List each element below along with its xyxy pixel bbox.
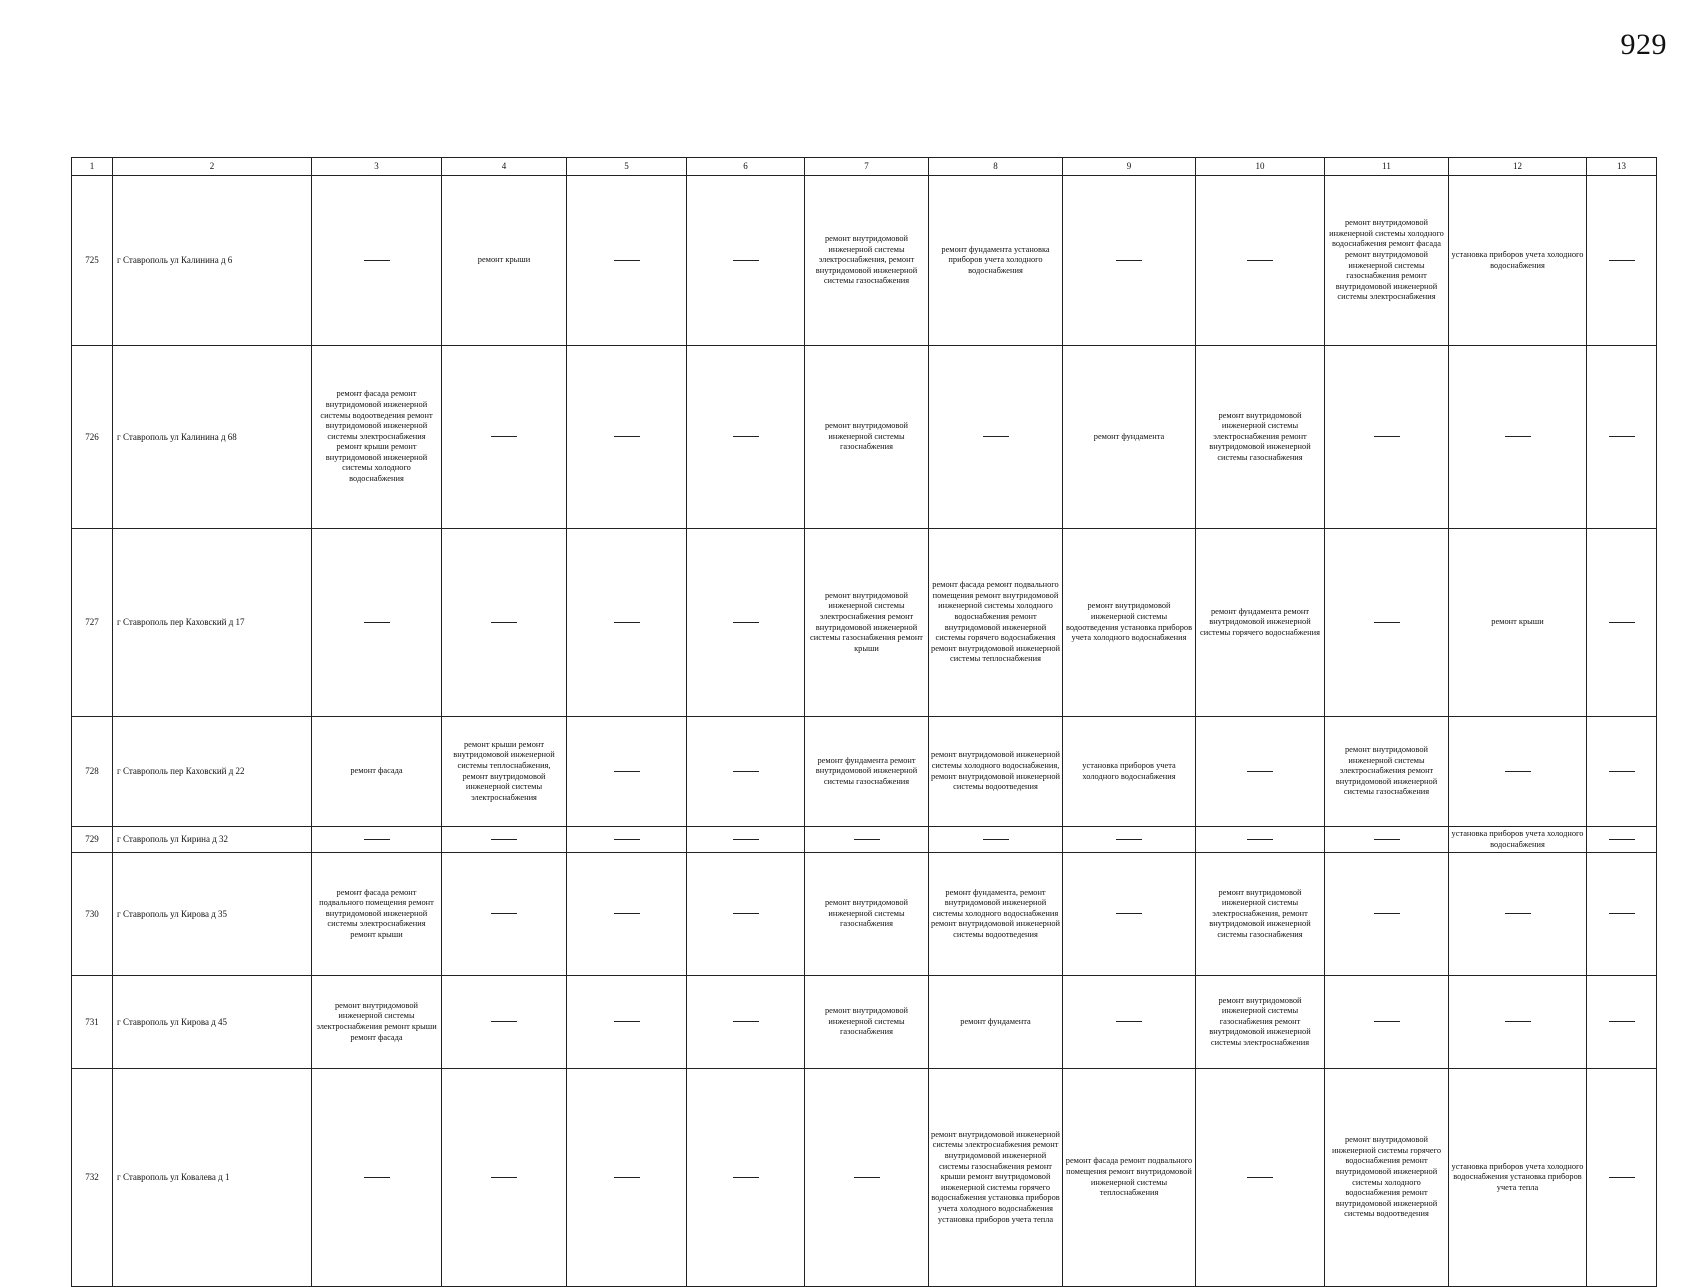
empty-cell-dash: [929, 827, 1063, 853]
work-type-cell: [1325, 176, 1449, 346]
empty-cell-dash: [805, 1069, 929, 1287]
dash-mark: [614, 436, 640, 437]
empty-cell-dash: [442, 853, 567, 976]
empty-cell-dash: [312, 176, 442, 346]
empty-cell-dash: [442, 827, 567, 853]
work-type-cell: [929, 176, 1063, 346]
dash-mark: [364, 839, 390, 840]
work-type-text: ремонт внутридомовой инженерной системы электроснабжения ремонт внутридомовой инженерной системы газоснабжения: [1335, 745, 1438, 797]
work-type-cell: [1449, 827, 1587, 853]
work-type-cell: [929, 717, 1063, 827]
dash-mark: [1247, 771, 1273, 772]
work-type-cell: [805, 529, 929, 717]
page-number: 929: [1620, 28, 1667, 61]
row-address: г Ставрополь ул Калинина д 6: [113, 176, 312, 346]
dash-mark: [1116, 839, 1142, 840]
work-type-text: установка приборов учета холодного водоснабжения: [1451, 249, 1584, 270]
work-type-cell: [1196, 853, 1325, 976]
work-type-text: ремонт внутридомовой инженерной системы газоснабжения: [824, 898, 909, 929]
empty-cell-dash: [442, 529, 567, 717]
empty-cell-dash: [1196, 827, 1325, 853]
empty-cell-dash: [687, 529, 805, 717]
dash-mark: [1609, 622, 1635, 623]
row-address: г Ставрополь пер Каховский д 17: [113, 529, 312, 717]
work-type-cell: [805, 176, 929, 346]
empty-cell-dash: [312, 827, 442, 853]
work-type-cell: [442, 717, 567, 827]
work-type-cell: [1063, 717, 1196, 827]
column-header-7: 7: [805, 158, 929, 176]
work-type-text: установка приборов учета холодного водоснабжения: [1451, 828, 1584, 849]
work-type-text: ремонт крыши ремонт внутридомовой инженерной системы теплоснабжения, ремонт внутридомовой инженерной системы электроснабжения: [453, 739, 555, 802]
empty-cell-dash: [567, 529, 687, 717]
dash-mark: [1374, 1021, 1400, 1022]
work-type-cell: [1196, 529, 1325, 717]
table-row: [72, 529, 1657, 717]
table-row: [72, 853, 1657, 976]
empty-cell-dash: [567, 1069, 687, 1287]
empty-cell-dash: [1587, 346, 1657, 529]
column-header-3: 3: [312, 158, 442, 176]
dash-mark: [983, 436, 1009, 437]
table-row: [72, 717, 1657, 827]
column-header-6: 6: [687, 158, 805, 176]
work-type-text: ремонт внутридомовой инженерной системы электроснабжения ремонт внутридомовой инженерной системы газоснабжения ремонт крыши ремонт внутридомовой инженерной системы горячего водоснабжения установка приборов учета холодного водоснабжения установка приборов учета тепла: [931, 1129, 1061, 1224]
dash-mark: [614, 622, 640, 623]
empty-cell-dash: [1325, 853, 1449, 976]
column-header-2: 2: [113, 158, 312, 176]
dash-mark: [733, 913, 759, 914]
column-header-4: 4: [442, 158, 567, 176]
work-type-cell: [929, 853, 1063, 976]
empty-cell-dash: [1587, 529, 1657, 717]
dash-mark: [1609, 1021, 1635, 1022]
dash-mark: [614, 913, 640, 914]
empty-cell-dash: [442, 1069, 567, 1287]
dash-mark: [491, 622, 517, 623]
empty-cell-dash: [1196, 176, 1325, 346]
empty-cell-dash: [1587, 176, 1657, 346]
work-type-text: ремонт фасада ремонт подвального помещения ремонт внутридомовой инженерной системы электроснабжения ремонт крыши: [319, 887, 434, 939]
dash-mark: [733, 260, 759, 261]
dash-mark: [1609, 839, 1635, 840]
work-type-text: ремонт внутридомовой инженерной системы электроснабжения ремонт крыши ремонт фасада: [316, 1000, 437, 1042]
work-type-text: установка приборов учета холодного водоснабжения установка приборов учета тепла: [1451, 1161, 1584, 1192]
empty-cell-dash: [1063, 976, 1196, 1069]
dash-mark: [364, 260, 390, 261]
empty-cell-dash: [1325, 976, 1449, 1069]
dash-mark: [614, 771, 640, 772]
empty-cell-dash: [1587, 717, 1657, 827]
dash-mark: [364, 1177, 390, 1178]
row-number: 728: [72, 717, 113, 827]
dash-mark: [491, 1177, 517, 1178]
empty-cell-dash: [442, 976, 567, 1069]
work-type-text: ремонт крыши: [1491, 617, 1544, 627]
empty-cell-dash: [567, 976, 687, 1069]
row-number: 730: [72, 853, 113, 976]
work-type-text: ремонт внутридомовой инженерной системы газоснабжения: [824, 421, 909, 452]
dash-mark: [733, 1021, 759, 1022]
column-header-12: 12: [1449, 158, 1587, 176]
work-type-cell: [929, 529, 1063, 717]
dash-mark: [1116, 1021, 1142, 1022]
dash-mark: [491, 913, 517, 914]
row-address: г Ставрополь ул Кирина д 32: [113, 827, 312, 853]
work-type-text: ремонт фундамента установка приборов учета холодного водоснабжения: [941, 244, 1050, 275]
empty-cell-dash: [1325, 346, 1449, 529]
empty-cell-dash: [1587, 853, 1657, 976]
work-type-cell: [1196, 976, 1325, 1069]
work-type-cell: [929, 976, 1063, 1069]
empty-cell-dash: [1449, 853, 1587, 976]
work-type-cell: [805, 346, 929, 529]
dash-mark: [614, 260, 640, 261]
work-type-cell: [442, 176, 567, 346]
dash-mark: [1247, 839, 1273, 840]
row-number: 727: [72, 529, 113, 717]
table-row: [72, 827, 1657, 853]
dash-mark: [983, 839, 1009, 840]
dash-mark: [1247, 260, 1273, 261]
work-type-text: ремонт внутридомовой инженерной системы горячего водоснабжения ремонт внутридомовой инженерной системы холодного водоснабжения ремонт внутридомовой инженерной системы водоотведения: [1331, 1135, 1442, 1219]
empty-cell-dash: [1449, 346, 1587, 529]
dash-mark: [614, 1021, 640, 1022]
dash-mark: [733, 436, 759, 437]
column-header-13: 13: [1587, 158, 1657, 176]
repair-schedule-table: [71, 157, 1657, 1287]
work-type-text: ремонт фундамента: [960, 1016, 1031, 1026]
work-type-text: ремонт внутридомовой инженерной системы газоснабжения ремонт внутридомовой инженерной системы электроснабжения: [1209, 995, 1311, 1047]
work-type-cell: [1063, 1069, 1196, 1287]
work-type-text: ремонт внутридомовой инженерной системы холодного водоснабжения, ремонт внутридомовой инженерной системы водоотведения: [931, 750, 1061, 792]
dash-mark: [1505, 771, 1531, 772]
empty-cell-dash: [567, 853, 687, 976]
empty-cell-dash: [1587, 976, 1657, 1069]
table-row: [72, 176, 1657, 346]
empty-cell-dash: [312, 529, 442, 717]
dash-mark: [733, 622, 759, 623]
table-row: [72, 346, 1657, 529]
row-address: г Ставрополь ул Калинина д 68: [113, 346, 312, 529]
dash-mark: [854, 839, 880, 840]
empty-cell-dash: [929, 346, 1063, 529]
empty-cell-dash: [687, 346, 805, 529]
empty-cell-dash: [687, 976, 805, 1069]
empty-cell-dash: [567, 346, 687, 529]
work-type-text: ремонт фундамента: [1093, 431, 1165, 441]
dash-mark: [854, 1177, 880, 1178]
dash-mark: [1609, 771, 1635, 772]
dash-mark: [1505, 436, 1531, 437]
empty-cell-dash: [1325, 529, 1449, 717]
empty-cell-dash: [567, 176, 687, 346]
work-type-cell: [1325, 1069, 1449, 1287]
empty-cell-dash: [1063, 176, 1196, 346]
dash-mark: [1609, 260, 1635, 261]
empty-cell-dash: [1325, 827, 1449, 853]
column-header-10: 10: [1196, 158, 1325, 176]
empty-cell-dash: [1587, 1069, 1657, 1287]
table-row: [72, 976, 1657, 1069]
row-address: г Ставрополь ул Кирова д 35: [113, 853, 312, 976]
work-type-text: ремонт фасада: [350, 766, 403, 776]
row-number: 726: [72, 346, 113, 529]
work-type-cell: [312, 976, 442, 1069]
work-type-cell: [312, 853, 442, 976]
empty-cell-dash: [1063, 827, 1196, 853]
row-number: 731: [72, 976, 113, 1069]
work-type-cell: [929, 1069, 1063, 1287]
dash-mark: [1505, 1021, 1531, 1022]
column-header-9: 9: [1063, 158, 1196, 176]
work-type-cell: [1325, 717, 1449, 827]
work-type-text: ремонт фундамента, ремонт внутридомовой инженерной системы холодного водоснабжения ремонт внутридомовой инженерной системы водоотведения: [931, 887, 1061, 939]
work-type-text: установка приборов учета холодного водоснабжения: [1082, 760, 1176, 781]
dash-mark: [491, 436, 517, 437]
header-row: [72, 158, 1657, 176]
work-type-text: ремонт фасада ремонт внутридомовой инженерной системы водоотведения ремонт внутридомовой инженерной системы электроснабжения ремонт крыши ремонт внутридомовой инженерной системы холодного водоснабжения: [320, 389, 433, 484]
empty-cell-dash: [312, 1069, 442, 1287]
work-type-text: ремонт фундамента ремонт внутридомовой инженерной системы газоснабжения: [815, 755, 918, 786]
empty-cell-dash: [1449, 717, 1587, 827]
work-type-cell: [1449, 529, 1587, 717]
dash-mark: [1374, 839, 1400, 840]
row-number: 732: [72, 1069, 113, 1287]
empty-cell-dash: [687, 827, 805, 853]
dash-mark: [364, 622, 390, 623]
empty-cell-dash: [1196, 717, 1325, 827]
work-type-text: ремонт внутридомовой инженерной системы электроснабжения, ремонт внутридомовой инженерной системы газоснабжения: [815, 234, 918, 286]
empty-cell-dash: [805, 827, 929, 853]
row-number: 729: [72, 827, 113, 853]
dash-mark: [733, 771, 759, 772]
dash-mark: [1609, 436, 1635, 437]
empty-cell-dash: [687, 176, 805, 346]
column-header-5: 5: [567, 158, 687, 176]
empty-cell-dash: [687, 853, 805, 976]
empty-cell-dash: [1449, 976, 1587, 1069]
work-type-cell: [805, 976, 929, 1069]
dash-mark: [1116, 260, 1142, 261]
dash-mark: [491, 1021, 517, 1022]
empty-cell-dash: [1587, 827, 1657, 853]
empty-cell-dash: [1196, 1069, 1325, 1287]
table-row: [72, 1069, 1657, 1287]
column-header-1: 1: [72, 158, 113, 176]
empty-cell-dash: [687, 717, 805, 827]
row-address: г Ставрополь пер Каховский д 22: [113, 717, 312, 827]
work-type-cell: [1449, 1069, 1587, 1287]
empty-cell-dash: [687, 1069, 805, 1287]
dash-mark: [1609, 1177, 1635, 1178]
work-type-cell: [312, 717, 442, 827]
work-type-cell: [1063, 346, 1196, 529]
row-address: г Ставрополь ул Кирова д 45: [113, 976, 312, 1069]
empty-cell-dash: [567, 827, 687, 853]
work-type-text: ремонт крыши: [477, 255, 531, 265]
work-type-cell: [805, 853, 929, 976]
dash-mark: [1505, 913, 1531, 914]
work-type-text: ремонт внутридомовой инженерной системы электроснабжения ремонт внутридомовой инженерной системы газоснабжения ремонт крыши: [810, 590, 923, 653]
dash-mark: [1247, 1177, 1273, 1178]
dash-mark: [614, 1177, 640, 1178]
work-type-text: ремонт фасада ремонт подвального помещения ремонт внутридомовой инженерной системы холодного водоснабжения ремонт внутридомовой инженерной системы горячего водоснабжения ремонт внутридомовой инженерной системы теплоснабжения: [931, 580, 1061, 664]
empty-cell-dash: [1063, 853, 1196, 976]
column-header-8: 8: [929, 158, 1063, 176]
dash-mark: [614, 839, 640, 840]
dash-mark: [1374, 622, 1400, 623]
dash-mark: [1374, 436, 1400, 437]
work-type-text: ремонт внутридомовой инженерной системы газоснабжения: [824, 1006, 909, 1037]
dash-mark: [1374, 913, 1400, 914]
dash-mark: [491, 839, 517, 840]
empty-cell-dash: [567, 717, 687, 827]
empty-cell-dash: [442, 346, 567, 529]
work-type-text: ремонт внутридомовой инженерной системы электроснабжения ремонт внутридомовой инженерной системы газоснабжения: [1209, 410, 1311, 462]
work-type-cell: [1449, 176, 1587, 346]
column-header-11: 11: [1325, 158, 1449, 176]
work-type-cell: [1196, 346, 1325, 529]
dash-mark: [733, 839, 759, 840]
work-type-text: ремонт внутридомовой инженерной системы водоотведения установка приборов учета холодного водоснабжения: [1065, 601, 1193, 643]
work-type-cell: [805, 717, 929, 827]
row-address: г Ставрополь ул Ковалева д 1: [113, 1069, 312, 1287]
work-type-cell: [312, 346, 442, 529]
work-type-text: ремонт фундамента ремонт внутридомовой инженерной системы горячего водоснабжения: [1200, 606, 1320, 637]
work-type-text: ремонт фасада ремонт подвального помещения ремонт внутридомовой инженерной системы теплоснабжения: [1065, 1156, 1193, 1198]
work-type-cell: [1063, 529, 1196, 717]
dash-mark: [1116, 913, 1142, 914]
work-type-text: ремонт внутридомовой инженерной системы холодного водоснабжения ремонт фасада ремонт внутридомовой инженерной системы газоснабжения ремонт внутридомовой инженерной системы электроснабжения: [1329, 218, 1444, 302]
work-type-text: ремонт внутридомовой инженерной системы электроснабжения, ремонт внутридомовой инженерной системы газоснабжения: [1209, 887, 1311, 939]
dash-mark: [1609, 913, 1635, 914]
row-number: 725: [72, 176, 113, 346]
dash-mark: [733, 1177, 759, 1178]
